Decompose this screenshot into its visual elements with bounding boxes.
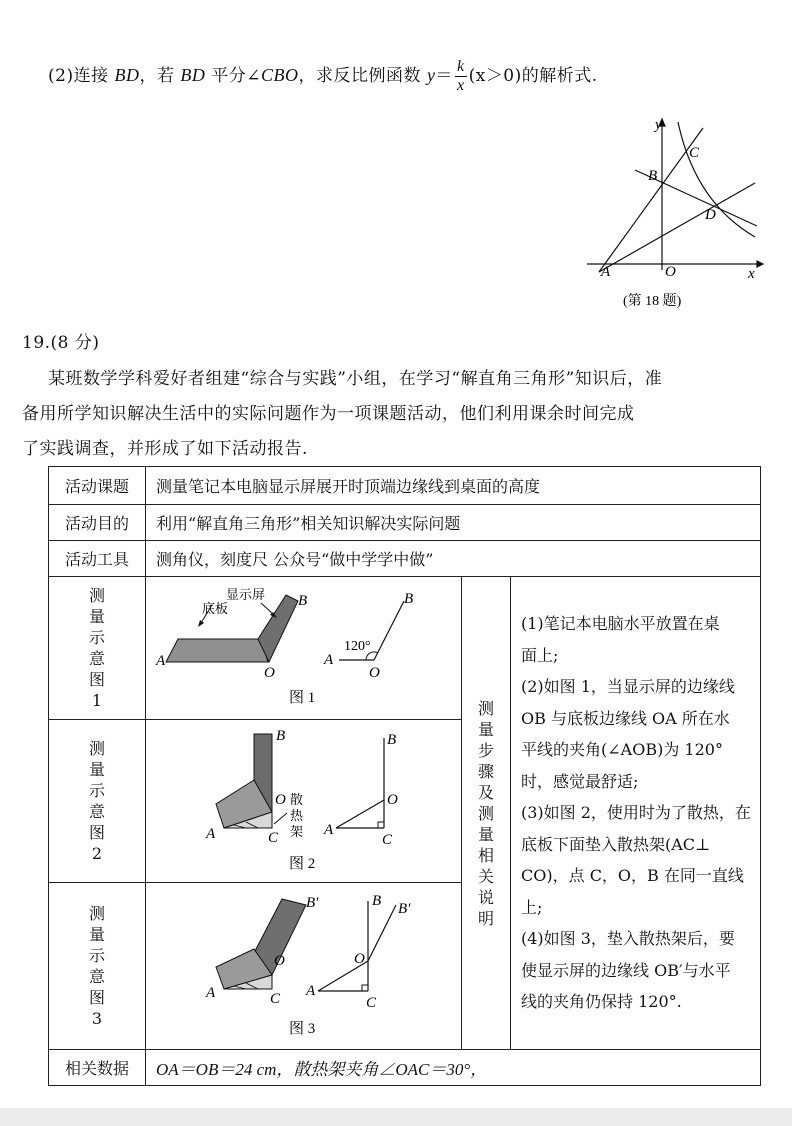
- q18-mid1: ，若: [139, 66, 181, 86]
- step-line: OB 与底板边缘线 OA 所在水: [521, 708, 730, 728]
- step-line: (2)如图 1，当显示屏的边缘线: [521, 677, 735, 697]
- steps-label-char: 明: [477, 908, 494, 928]
- value-tools: 测角仪，刻度尺 公众号“做中学学中做”: [146, 541, 761, 577]
- steps-label-char: 关: [477, 866, 494, 886]
- q18-mid3: ，求反比例函数: [298, 66, 427, 86]
- line-ad: [599, 183, 755, 272]
- value-topic: 测量笔记本电脑显示屏展开时顶端边缘线到桌面的高度: [146, 467, 761, 505]
- label-tools: 活动工具: [49, 541, 146, 577]
- fig1-diagram-label-a: A: [324, 652, 334, 668]
- fig1-diagram-label-b: B: [404, 591, 414, 607]
- right-angle-mark: [378, 822, 384, 828]
- fig3-diagram-label-c: C: [366, 995, 377, 1011]
- fig1-label-char: 图: [88, 670, 105, 689]
- label-d: D: [705, 207, 716, 223]
- label-figure-2: [49, 720, 146, 883]
- row-data: [49, 1050, 761, 1086]
- fraction-k-over-x: [455, 58, 467, 95]
- fig3-diagram-label-b-prime: B′: [398, 901, 411, 917]
- fig2-diagram-label-a: A: [324, 822, 334, 838]
- figure-1-drawing: [146, 577, 461, 715]
- fig3-diagram-label-a: A: [306, 983, 316, 999]
- row-tools: [49, 541, 761, 577]
- figure-3-drawing: [146, 883, 461, 1045]
- fig2-label-char: 量: [88, 760, 105, 779]
- equals-sign: ＝: [435, 66, 453, 86]
- label-figure-3: [49, 883, 146, 1050]
- step-line: 面上;: [521, 645, 559, 665]
- x-axis-arrow: [757, 261, 763, 267]
- angle-120-label: 120°: [344, 639, 371, 654]
- label-x: x: [748, 266, 755, 282]
- step-line: 时，感觉最舒适;: [521, 771, 639, 791]
- fig2-label-a: A: [206, 826, 216, 842]
- stand-arrow-leader: [274, 813, 287, 824]
- line-ac: [599, 128, 703, 272]
- steps-label-char: 相: [477, 845, 494, 865]
- step-line: 平线的夹角(∠AOB)为 120°: [521, 740, 723, 760]
- fig1-label-char: 1: [91, 691, 103, 710]
- fig2-label-b: B: [276, 728, 286, 744]
- fig3-label-char: 3: [91, 1009, 103, 1028]
- domain-condition: (x＞0): [468, 66, 522, 86]
- fig1-label-char: 测: [88, 586, 105, 605]
- label-data: 相关数据: [49, 1050, 146, 1086]
- step-line: 底板下面垫入散热架(AC⊥: [521, 834, 711, 854]
- steps-label-char: 骤: [477, 761, 494, 781]
- fraction-denominator: x: [456, 77, 465, 94]
- steps-label-char: 步: [477, 740, 494, 760]
- fig3-diagram-label-b: B: [372, 893, 382, 909]
- segment-bd: BD: [114, 65, 140, 85]
- value-data: OA＝OB＝24 cm，散热架夹角∠OAC＝30°，: [146, 1050, 761, 1086]
- step-line: (1)笔记本电脑水平放置在桌: [521, 614, 720, 634]
- label-display-screen: 显示屏: [226, 587, 266, 602]
- label-figure-1: [49, 577, 146, 720]
- arrow-base-head: [198, 620, 204, 627]
- fig3-label-o: O: [274, 953, 285, 969]
- label-a: A: [601, 264, 611, 280]
- stand-label-char: 架: [290, 824, 304, 839]
- q19-header: 19.(8 分): [22, 333, 100, 353]
- steps-label-char: 说: [477, 887, 494, 907]
- laptop-screen: [258, 595, 298, 662]
- fig3-label-b-prime: B′: [306, 895, 319, 911]
- label-c: C: [689, 145, 700, 161]
- row-figure-1: [49, 577, 761, 720]
- fig2-diagram-label-b: B: [387, 732, 397, 748]
- fig2-label-char: 意: [88, 802, 105, 821]
- figure-18-graph: [585, 112, 765, 312]
- fig2-label-char: 图: [88, 823, 105, 842]
- figure-2-cell: [146, 720, 462, 883]
- steps-label-char: 测: [477, 698, 494, 718]
- segment-ob: [374, 601, 404, 660]
- row-purpose: [49, 505, 761, 541]
- q18-prefix: (2)连接: [48, 66, 115, 86]
- q18-mid2: 平分∠: [205, 66, 262, 86]
- steps-label-char: 测: [477, 803, 494, 823]
- figure-1-caption: 图 1: [289, 690, 316, 706]
- fig1-diagram-label-o: O: [369, 665, 380, 681]
- segment-ao: [336, 800, 384, 828]
- segment-bd-2: BD: [180, 65, 206, 85]
- laptop-base: [166, 639, 268, 662]
- step-line: (4)如图 3，垫入散热架后，要: [521, 929, 735, 949]
- fig2-label-char: 2: [91, 844, 103, 863]
- q19-paragraph-line2: 备用所学知识解决生活中的实际问题作为一项课题活动，他们利用课余时间完成: [22, 404, 635, 424]
- segment-ob-prime: [368, 905, 396, 961]
- fig3-label-char: 意: [88, 967, 105, 986]
- fig3-label-char: 测: [88, 904, 105, 923]
- step-line: (3)如图 2，使用时为了散热，在: [521, 803, 751, 823]
- figure-2-caption: 图 2: [289, 856, 316, 872]
- fig3-label-char: 量: [88, 925, 105, 944]
- fig1-label-o: O: [264, 665, 275, 681]
- row-topic: [49, 467, 761, 505]
- page-bottom-edge: [0, 1108, 792, 1126]
- figure-1-cell: [146, 577, 462, 720]
- fig2-diagram-label-c: C: [382, 832, 393, 848]
- fig3-label-a: A: [206, 985, 216, 1001]
- stand-label-char: 热: [290, 808, 304, 823]
- steps-label-char: 量: [477, 824, 494, 844]
- activity-report-table: [48, 466, 761, 1086]
- label-b: B: [648, 168, 658, 184]
- fig3-label-char: 图: [88, 988, 105, 1007]
- steps-description: [511, 577, 761, 1050]
- fig2-label-o: O: [275, 792, 286, 808]
- stand-label-char: 散: [290, 792, 304, 807]
- label-base-board: 底板: [202, 601, 229, 616]
- value-purpose: 利用“解直角三角形”相关知识解决实际问题: [146, 505, 761, 541]
- figure-3-cell: [146, 883, 462, 1050]
- label-o: O: [665, 264, 676, 280]
- q19-paragraph-line1: 某班数学学科爱好者组建“综合与实践”小组，在学习“解直角三角形”知识后，准: [48, 369, 663, 389]
- q18-part2-text: [48, 58, 598, 95]
- figure-2-drawing: [146, 720, 461, 878]
- q18-suffix: 的解析式.: [521, 66, 598, 86]
- steps-label-char: 量: [477, 719, 494, 739]
- step-line: 使显示屏的边缘线 OB′与水平: [521, 960, 731, 980]
- fig3-label-c: C: [270, 991, 281, 1007]
- label-y: y: [655, 117, 662, 133]
- fig1-label-b: B: [298, 593, 308, 609]
- q19-paragraph-line3: 了实践调查，并形成了如下活动报告.: [22, 439, 308, 459]
- fig2-label-char: 测: [88, 739, 105, 758]
- fraction-numerator: k: [456, 58, 465, 75]
- label-steps: [462, 577, 511, 1050]
- right-angle-mark: [362, 985, 368, 991]
- fig1-label-char: 意: [88, 649, 105, 668]
- steps-label-char: 及: [477, 782, 494, 802]
- fig3-diagram-label-o: O: [354, 951, 365, 967]
- step-line: 线的夹角仍保持 120°.: [521, 992, 682, 1012]
- angle-cbo: CBO: [261, 65, 299, 85]
- fig2-label-c: C: [268, 830, 279, 846]
- label-purpose: 活动目的: [49, 505, 146, 541]
- figure-3-caption: 图 3: [289, 1021, 316, 1037]
- fig1-label-char: 量: [88, 607, 105, 626]
- var-y: y: [426, 65, 436, 85]
- fig2-label-char: 示: [88, 781, 105, 800]
- label-topic: 活动课题: [49, 467, 146, 505]
- fig2-diagram-label-o: O: [387, 792, 398, 808]
- fig1-label-char: 示: [88, 628, 105, 647]
- fig1-label-a: A: [156, 653, 166, 669]
- figure-18-caption: (第 18 题): [623, 294, 682, 309]
- step-line: CO)，点 C，O，B 在同一直线上;: [521, 866, 744, 917]
- fig3-label-char: 示: [88, 946, 105, 965]
